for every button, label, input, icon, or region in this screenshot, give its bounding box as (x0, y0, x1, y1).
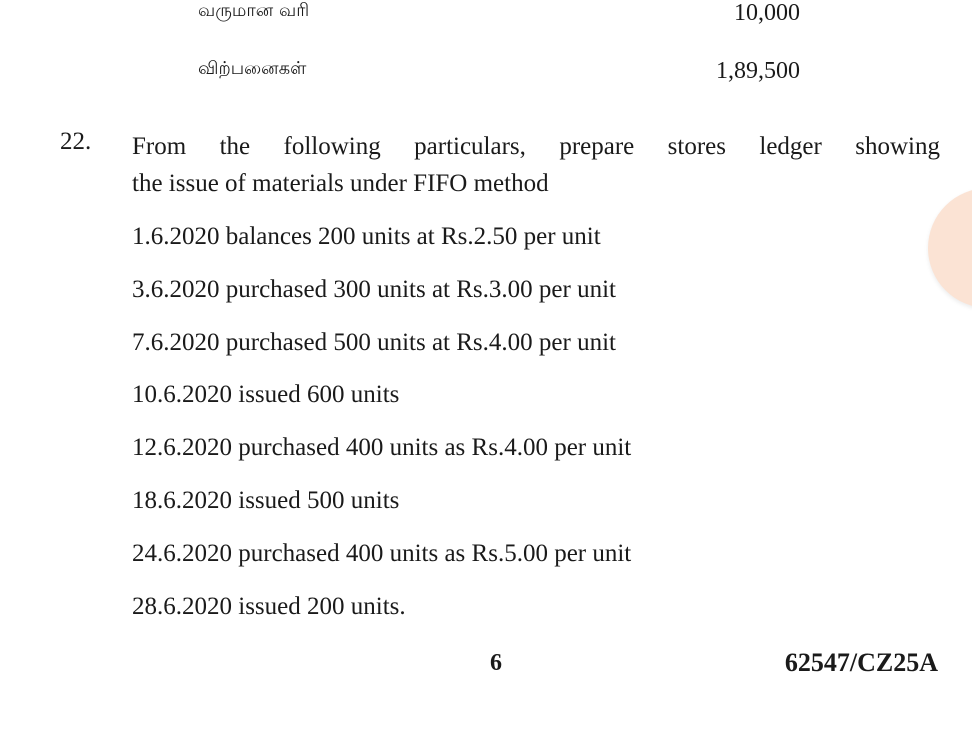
particular-item: 18.6.2020 issued 500 units (132, 486, 400, 514)
particular-item: 12.6.2020 purchased 400 units as Rs.4.00 per unit (132, 434, 632, 462)
question-text-line-1: From the following particulars, prepare stores ledger showing (132, 133, 940, 160)
particular-item: 1.6.2020 balances 200 units at Rs.2.50 per unit (132, 223, 601, 250)
particular-item: 28.6.2020 issued 200 units. (132, 592, 406, 620)
page-number: 6 (490, 650, 502, 676)
carryover-label: வருமான வரி (198, 0, 310, 21)
particular-item: 3.6.2020 purchased 300 units at Rs.3.00 per unit (132, 275, 616, 303)
floating-handle-button[interactable] (928, 188, 972, 308)
particular-item: 24.6.2020 purchased 400 units as Rs.5.00 per unit (132, 539, 632, 567)
particular-item: 7.6.2020 purchased 500 units at Rs.4.00 per unit (132, 328, 616, 356)
question-text-line-2: the issue of materials under FIFO method (132, 170, 549, 197)
paper-code: 62547/CZ25A (784, 648, 938, 677)
carryover-label: விற்பனைகள் (198, 58, 307, 79)
question-number: 22. (60, 128, 92, 155)
carryover-amount: 1,89,500 (716, 58, 800, 84)
carryover-amount: 10,000 (734, 0, 800, 26)
particulars-list (132, 222, 832, 644)
carryover-row-sales (198, 58, 800, 88)
particular-item: 10.6.2020 issued 600 units (132, 381, 400, 409)
question-text (132, 128, 940, 202)
carryover-row-income-tax (198, 0, 800, 30)
